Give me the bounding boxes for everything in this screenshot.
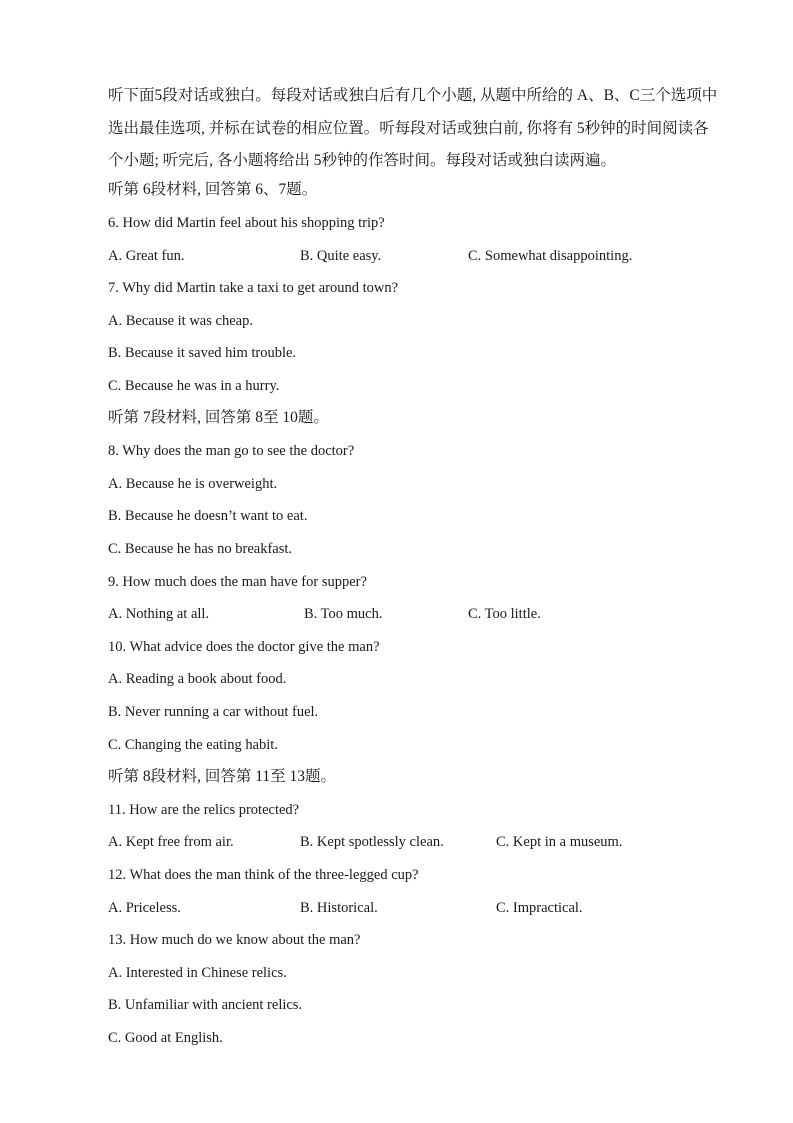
option-a: A. Nothing at all. [108, 606, 210, 622]
question-stem: 9. How much does the man have for supper? [108, 574, 367, 590]
option-c: C. Good at English. [108, 1030, 223, 1046]
option-a: A. Interested in Chinese relics. [108, 965, 287, 981]
question-stem: 12. What does the man think of the three-legged cup? [108, 867, 419, 883]
question-stem: 6. How did Martin feel about his shopping trip? [108, 215, 385, 231]
option-c: C. Because he has no breakfast. [108, 541, 293, 557]
question-stem: 8. Why does the man go to see the doctor? [108, 443, 355, 459]
option-b: B. Historical. [300, 900, 378, 916]
option-a: A. Because it was cheap. [108, 313, 253, 329]
question-stem: 13. How much do we know about the man? [108, 932, 361, 948]
instructions-paragraph: 听下面5段对话或独白。每段对话或独白后有几个小题, 从题中所给的 A、B、C三个选项中选出最佳选项, 并标在试卷的相应位置。听每段对话或独白前, 你将有 5秒钟的时间阅读各个小题; 听完后, 各小题将给出 5秒钟的作答时间。每段对话或独白读两遍。 [108, 87, 718, 169]
option-c: C. Changing the eating habit. [108, 737, 278, 753]
option-b: B. Because he doesn’t want to eat. [108, 508, 308, 524]
option-b: B. Too much. [304, 606, 383, 622]
section-heading: 听第 8段材料, 回答第 11至 13题。 [108, 768, 337, 785]
section-heading: 听第 7段材料, 回答第 8至 10题。 [108, 409, 329, 426]
option-c: C. Too little. [468, 606, 541, 622]
option-b: B. Because it saved him trouble. [108, 345, 297, 361]
question-stem: 10. What advice does the doctor give the man? [108, 639, 380, 655]
question-stem: 11. How are the relics protected? [108, 802, 300, 818]
option-a: A. Priceless. [108, 900, 181, 916]
option-a: A. Because he is overweight. [108, 476, 278, 492]
section-heading: 听第 6段材料, 回答第 6、7题。 [108, 181, 318, 198]
option-b: B. Unfamiliar with ancient relics. [108, 997, 303, 1013]
option-b: B. Quite easy. [300, 248, 382, 264]
question-stem: 7. Why did Martin take a taxi to get around town? [108, 280, 399, 296]
option-a: A. Great fun. [108, 248, 185, 264]
option-b: B. Kept spotlessly clean. [300, 834, 444, 850]
option-c: C. Because he was in a hurry. [108, 378, 280, 394]
option-c: C. Kept in a museum. [496, 834, 623, 850]
option-a: A. Kept free from air. [108, 834, 234, 850]
option-c: C. Somewhat disappointing. [468, 248, 633, 264]
option-a: A. Reading a book about food. [108, 671, 287, 687]
option-b: B. Never running a car without fuel. [108, 704, 319, 720]
option-c: C. Impractical. [496, 900, 583, 916]
